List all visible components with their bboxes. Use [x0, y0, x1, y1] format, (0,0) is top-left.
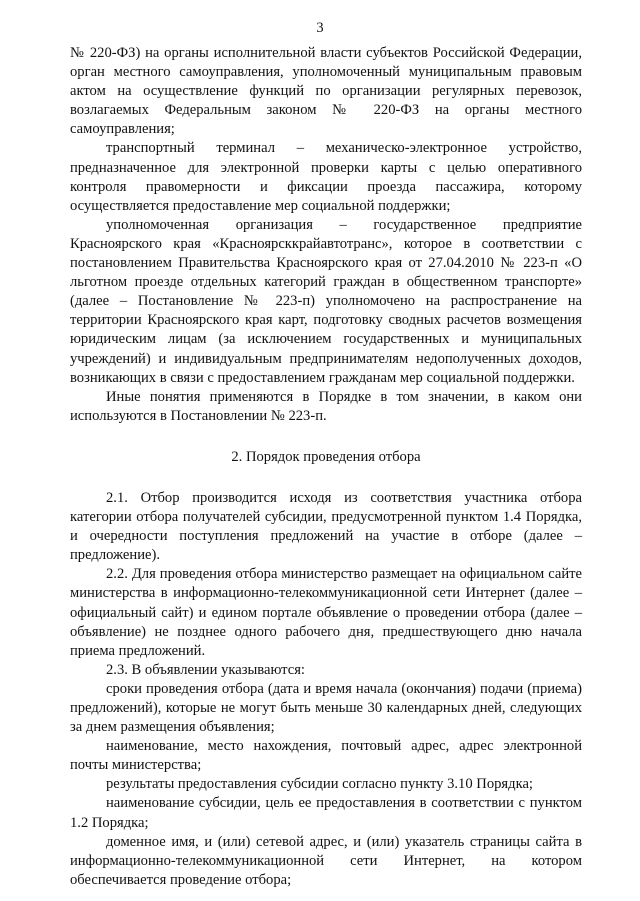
paragraph: 2.1. Отбор производится исходя из соответствия участника отбора категории отбора получателей субсидии, предусмотренной пунктом 1.4 Порядка, и очередности поступления предложений на участие в отборе (далее – предложение). [70, 489, 582, 564]
paragraph: 2.3. В объявлении указываются: [106, 661, 305, 678]
paragraph: Иные понятия применяются в Порядке в том значении, в каком они используются в Постановлении № 223-п. [70, 388, 582, 424]
paragraph: № 220-ФЗ) на органы исполнительной власти субъектов Российской Федерации, орган местного самоуправления, уполномоченный муниципальным правовым актом на осуществление функций по организации регулярных перевозок, возлагаемых Федеральным законом № 220-ФЗ на органы местного самоуправления; [70, 45, 582, 138]
section-heading: 2. Порядок проведения отбора [231, 448, 421, 465]
paragraph: доменное имя, и (или) сетевой адрес, и (или) указатель страницы сайта в информационно-телекоммуникационной сети Интернет, на котором обеспечивается проведение отбора; [70, 833, 582, 888]
paragraph: транспортный терминал – механическо-электронное устройство, предназначенное для электронной проверки карты с целью оперативного контроля правомерности и фиксации проезда пассажира, которому осуществляется предоставление мер социальной поддержки; [70, 140, 582, 214]
paragraph: результаты предоставления субсидии согласно пункту 3.10 Порядка; [106, 776, 533, 793]
definitions-section [70, 44, 582, 426]
paragraph: сроки проведения отбора (дата и время начала (окончания) подачи (приема) предложений), которые не могут быть меньше 30 календарных дней, следующих за днем размещения объявления; [70, 680, 582, 736]
paragraph: уполномоченная организация – государственное предприятие Красноярского края «Красноярсккрайавтотранс», которое в соответствии с постановлением Правительства Красноярского края от 27.04.2010 № 223-п «О льготном проезде отдельных категорий граждан в общественном транспорте» (далее – Постановление № 223-п) уполномочено на распространение на территории Красноярского края карт, подготовку сводных расчетов возмещения юридическим лицам (за исключением государственных и муниципальных учреждений) и индивидуальным предпринимателям недополученных доходов, возникающих в связи с предоставлением гражданам мер социальной поддержки. [70, 216, 582, 386]
paragraph: 2.2. Для проведения отбора министерство размещает на официальном сайте министерства в информационно-телекоммуникационной сети Интернет (далее – официальный сайт) и едином портале объявление о проведении отбора (далее – объявление) не позднее одного рабочего дня, предшествующего дню начала приема предложений. [70, 566, 582, 659]
selection-procedure-section [70, 489, 582, 890]
page-number: 3 [316, 20, 324, 36]
document-body [70, 44, 582, 890]
paragraph: наименование субсидии, цель ее предоставления в соответствии с пунктом 1.2 Порядка; [70, 795, 582, 831]
paragraph: наименование, место нахождения, почтовый адрес, адрес электронной почты министерства; [70, 738, 582, 774]
